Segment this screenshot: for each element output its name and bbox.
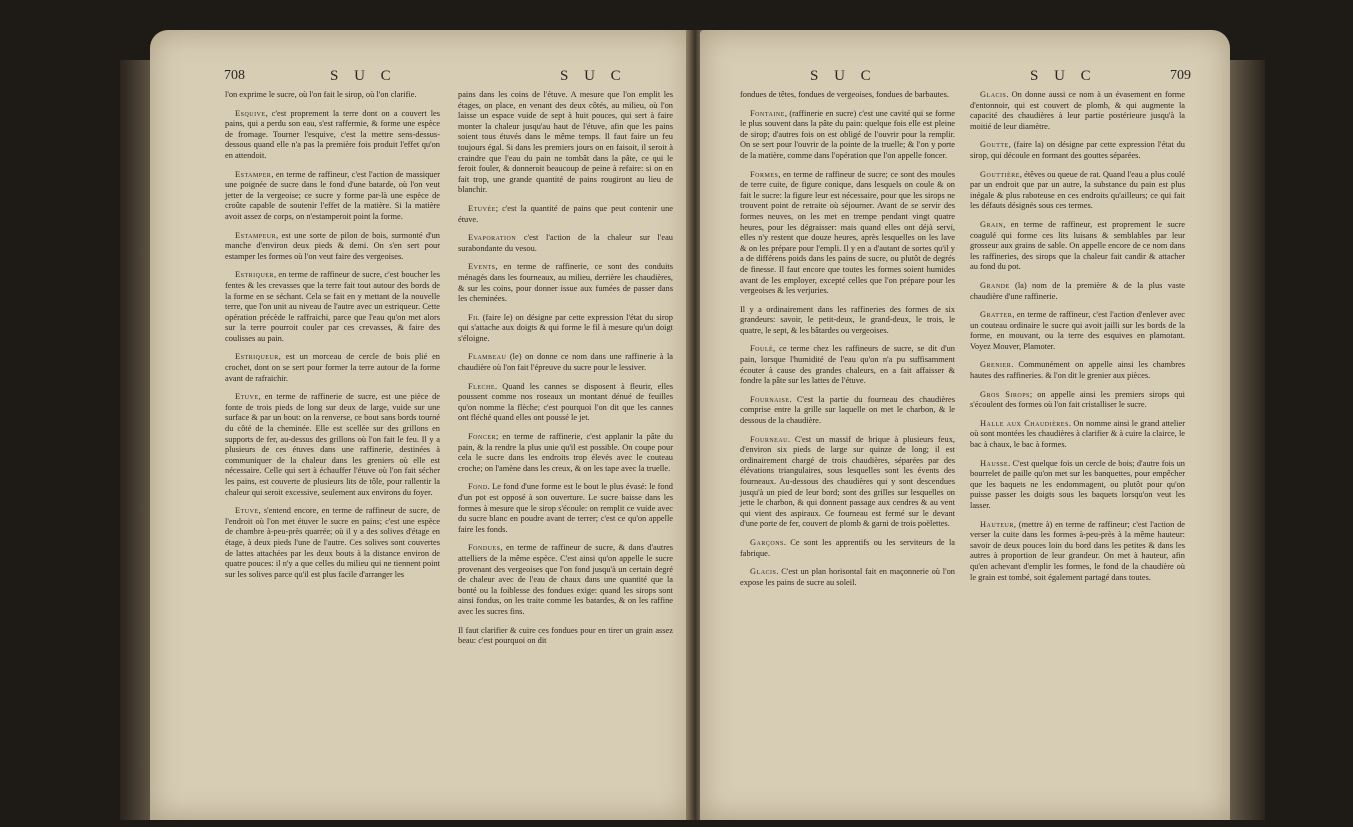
entry-headword: Estampeur <box>235 230 277 240</box>
entry-headword: Gratter <box>980 310 1013 320</box>
entry-headword: Grain <box>980 219 1004 229</box>
entry-text: . C'est la partie du fourneau des chaudières comprise entre la grille sur laquelle on met le charbon, & le dessous de la chaudière. <box>740 394 955 426</box>
entry-headword: Fond <box>468 482 488 492</box>
entry-headword: Foulé <box>750 344 774 354</box>
entry-text: , étêves ou queue de rat. Quand l'eau a plus coulé par un endroit que par un autre, la substance du pain est plus inégale & plus raboteuse en ces endroits qu'ailleurs; ce qui fait les défauts désignés sous ces termes. <box>970 169 1185 211</box>
entry-paragraph <box>225 506 440 580</box>
entry-text: , en terme de raffineur de sucre, & dans d'autres attelliers de la même espèce. C'est ainsi qu'on appelle le sucre provenant des vergeoises que l'on fond jusqu'à un certain degré de chaleur avec de l'eau de chaux dans une quantité que la bonté ou la foiblesse des fondues exige: quand les sirops sont ainsi fondus, on les traite comme les batardes, & on les raffine avec les sucres fins. <box>458 543 673 616</box>
right-column-2 <box>970 90 1185 591</box>
entry-headword: Glacis <box>980 90 1007 99</box>
entry-headword: Fontaine <box>750 108 785 118</box>
entry-text: , en terme de raffineur, c'est l'action d'enlever avec un couteau ordinaire le sucre qui avoit jailli sur les bords de la forme, en mouvant, ou la terre des esquives en plamotant. Voyez Mouver, Plamoter. <box>970 310 1185 351</box>
running-head-left-2: S U C <box>560 68 627 84</box>
entry-paragraph <box>740 567 955 588</box>
entry-text: , en terme de raffineur, c'est l'action de massiquer une poignée de sucre dans le fond d'une batarde, où l'on veut jetter de la vergeoise; ce sucre y forme par-là une espèce de croûte capable de soutenir l'effet de la matière. Si la matière avoit assez de corps, on n'estamperoit point la forme. <box>225 169 440 221</box>
entry-headword: Esquive <box>235 108 266 118</box>
entry-headword: Formes <box>750 169 779 179</box>
entry-text: . Ce sont les apprentifs ou les serviteurs de la fabrique. <box>740 537 955 558</box>
entry-paragraph <box>458 432 673 474</box>
entry-paragraph <box>740 395 955 427</box>
entry-text: , est un morceau de cercle de bois plié en crochet, dont on se sert pour former la terre autour de la forme avant de rafraichir. <box>225 352 440 383</box>
open-book <box>150 30 1230 820</box>
entry-headword: Grenier <box>980 360 1012 370</box>
entry-paragraph <box>970 390 1185 411</box>
entry-paragraph <box>740 344 955 386</box>
entry-paragraph <box>970 360 1185 381</box>
entry-text: Il y a ordinairement dans les raffineries des formes de six grandeurs: savoir, le petit-deux, le grand-deux, le trois, le quatre, le sept, & les bâtardes ou vergeoises. <box>740 304 955 335</box>
entry-text: , en terme de raffineur, est proprement le sucre coagulé qui forme ces lits luisans & semblables par leur grosseur aux grains de sable. On appelle encore de ce nom dans les raffineries, des sirops que la chaleur fait candir & attacher au fond du pot. <box>970 219 1185 272</box>
entry-text: , c'est proprement la terre dont on a couvert les pains, qui a perdu son eau, s'est raffermie, & forme une espèce de fromage. Tourner l'esquive, c'est la mettre sens-dessus-dessous quand elle n'a pas la première fois produit l'effet qu'on en attendoit. <box>225 108 440 160</box>
entry-paragraph <box>970 90 1185 132</box>
entry-headword: Gros Sirops <box>980 389 1030 399</box>
right-column-1 <box>740 90 955 596</box>
entry-text: (la) nom de la première & de la plus vaste chaudière d'une raffinerie. <box>970 280 1185 301</box>
entry-text: fondues de têtes, fondues de vergeoises, fondues de barbautes. <box>740 90 949 99</box>
entry-text: , est une sorte de pilon de bois, surmonté d'un manche d'environ deux pieds & demi. On s'en sert pour estamper les formes où l'on veut faire des vergeoises. <box>225 230 440 261</box>
entry-text: , (mettre à) en terme de raffineur; c'est l'action de verser la cuite dans les formes à-peu-près à la même hauteur: savoir de deux pouces loin du bord dans les petites & dans les autres à proportion de leur grandeur. On met à hauteur, afin qu'en achevant d'emplir les formes, le fond de la chaudière où le grain est tombé, soit également partagé dans toutes. <box>970 519 1185 582</box>
entry-text: , en terme de raffineur de sucre, c'est boucher les fentes & les crevasses que la terre fait tout autour des bords de la forme en se séchant. Cela se fait en y mettant de la nouvelle terre, que l'on unit au niveau de l'autre avec un estriqueur. Cette opération précède le raffraichi, parce que l'eau qu'on met alors sur la terre pourroit couler par ces crevasses, & faire des coulisses au pain. <box>225 270 440 343</box>
entry-text: Il faut clarifier & cuire ces fondues pour en tirer un grain assez beau: c'est pourquoi on dit <box>458 625 673 646</box>
entry-headword: Estriqueur <box>235 352 279 362</box>
entry-paragraph <box>458 482 673 535</box>
entry-text: , s'entend encore, en terme de raffineur de sucre, de l'endroit où l'on met étuver le sucre en pains; c'est une espèce de chambre à-peu-près quarrée; où il y a des solives d'étage en étage, à deux pieds l'une de l'autre. Ces solives sont couvertes de lattes attachées par les deux bouts à la distance environ de quatre pouces: il n'y a que celles du milieu qui ne tiennent point sur les solives parce qu'il est plus facile d'arranger les <box>225 506 440 579</box>
entry-paragraph <box>225 90 440 101</box>
entry-headword: Fleche <box>468 381 495 391</box>
entry-paragraph <box>458 626 673 647</box>
entry-headword: Etuve <box>235 392 259 402</box>
entry-headword: Fil <box>468 312 480 322</box>
entry-headword: Etuve <box>235 506 259 516</box>
entry-paragraph <box>458 90 673 196</box>
running-head-right-2: S U C <box>1030 68 1097 84</box>
entry-text: ; on appelle ainsi les premiers sirops qui s'écoulent des formes où l'on fait cristalliser le sucre. <box>970 389 1186 410</box>
entry-headword: Foncer <box>468 432 496 442</box>
page-number-left: 708 <box>224 68 245 83</box>
entry-text: , en terme de raffineur de sucre; ce sont des moules de terre cuite, de figure conique, dans lesquels on coule & on fait le sucre: la figure leur est nécessaire, pour que les sirops ne trouvent point de retraite où séjourner. Avant de se servir des formes neuves, on les met en trempe pendant vingt quatre heures, pour les dégraisser: mais quand elles ont déjà servi, elles n'y restent que douze heures, après lesquelles on les lave & on les prépare pour l'empli. Il y en a d'autant de sortes qu'il y a de différens poids dans les pains de sucre, ou plutôt de degrés de finesse. Il faut encore que toutes les formes soient humides avant de les employer, excepté celles que l'on prépare pour les vergeoises & les verjuries. <box>740 169 955 296</box>
entry-text: . C'est quelque fois un cercle de bois; d'autre fois un bourrelet de paille qu'on met sur les banquettes, pour empêcher que les baquets ne les endommagent, ou plutôt pour qu'on puisse passer les doigts sous les baquets lorsqu'on veut les lasser. <box>970 458 1185 510</box>
entry-paragraph <box>970 419 1185 451</box>
left-column-1 <box>225 90 440 588</box>
entry-paragraph <box>970 170 1185 212</box>
entry-paragraph <box>225 352 440 384</box>
entry-paragraph <box>225 109 440 162</box>
entry-paragraph <box>225 392 440 498</box>
entry-text: . C'est un massif de brique à plusieurs feux, d'environ six pieds de large sur quinze de long; il est ordinairement chargé de trois chaudières, séparées par des élévations triangulaires, sous lesquelles sont les évents des fourneaux. Au-dessous des chaudières qui y sont descendues jusqu'à un pied de leur bord; sont des grilles sur lesquelles on jette le charbon, & qui donnent passage aux cendres & au vent qui vient des aspiraux. Ce fourneau est fermé sur le devant d'une porte de fer, couvert de plomb & garni de trois poëlettes. <box>740 434 955 529</box>
entry-headword: Estamper <box>235 169 272 179</box>
entry-text: , (faire la) on désigne par cette expression l'état du sirop, qui découle en formant des gouttes séparées. <box>970 140 1185 160</box>
entry-paragraph <box>970 140 1185 161</box>
book-edge-right <box>1225 60 1265 820</box>
entry-headword: Gouttière <box>980 169 1020 179</box>
entry-text: , en terme de raffinerie, ce sont des conduits ménagés dans les fourneaux, au milieu, derrière les chaudières, & sur les coins, pour donner issue aux fumées de passer dans les cheminées. <box>458 262 673 304</box>
entry-paragraph <box>970 281 1185 302</box>
entry-text: (le) on donne ce nom dans une raffinerie à la chaudière où l'on fait l'épreuve du sucre pour le lessiver. <box>458 352 673 373</box>
entry-text: , (raffinerie en sucre) c'est une cavité qui se forme le plus souvent dans la pâte du pain: quelque fois elle est pleine de sirop; d'autres fois on est obligé de l'ouvrir pour la remplir. On se sert pour l'ouvrir de la pointe de la truelle; & l'on y porte de la matière, comme dans l'opération que l'on appelle foncer. <box>740 108 955 160</box>
entry-paragraph <box>740 90 955 101</box>
entry-headword: Hauteur <box>980 519 1014 529</box>
entry-headword: Hausse <box>980 458 1009 468</box>
entry-paragraph <box>458 352 673 373</box>
entry-paragraph <box>740 435 955 530</box>
right-page <box>700 30 1230 820</box>
left-column-2 <box>458 90 673 655</box>
entry-headword: Glacis <box>750 567 777 577</box>
entry-paragraph <box>225 270 440 344</box>
entry-headword: Grande <box>980 280 1010 290</box>
entry-paragraph <box>970 310 1185 352</box>
entry-paragraph <box>458 262 673 304</box>
entry-headword: Events <box>468 262 496 272</box>
entry-text: . C'est un plan horisontal fait en maçonnerie où l'on expose les pains de sucre au soleil. <box>740 567 955 587</box>
running-head-left-1: S U C <box>330 68 397 84</box>
entry-paragraph <box>225 170 440 223</box>
entry-text: . Quand les cannes se disposent à fleurir, elles poussent comme nos roseaux un montant dénué de feuilles qu'on nomme la flèche; c'est pourquoi l'on dit que les cannes ont fléché quand elles ont poussé le jet. <box>458 381 673 423</box>
entry-paragraph <box>458 543 673 617</box>
entry-text: , ce terme chez les raffineurs de sucre, se dit d'un pain, lorsque l'humidité de l'eau qu'on n'a pu suffisamment écouter à cause des grandes chaleurs, en a fait affaisser & fondre la pâte sur les lattes de l'étuve. <box>740 344 955 386</box>
left-page <box>150 30 690 820</box>
entry-paragraph <box>740 538 955 559</box>
entry-headword: Halle aux Chaudières <box>980 418 1069 428</box>
entry-text: . Communément on appelle ainsi les chambres hautes des raffineries. & l'on dit le grenier aux pièces. <box>970 360 1185 381</box>
entry-text: ; en terme de raffinerie, c'est applanir la pâte du pain, & la rendre la plus unie qu'il est possible. On coupe pour cela le sucre dans les endroits trop élevés avec le couteau croche; on l'amène dans les creux, & on les tape avec la truelle. <box>458 432 673 473</box>
entry-paragraph <box>970 520 1185 584</box>
entry-paragraph <box>225 231 440 263</box>
entry-text: ; c'est la quantité de pains que peut contenir une étuve. <box>458 203 673 224</box>
entry-text: . On donne aussi ce nom à un évasement en forme d'entonnoir, qui est couvert de plomb, & qui augmente la capacité des chaudières à leur partie postérieure jusqu'à la moitié de leur diamètre. <box>970 90 1185 131</box>
entry-headword: Evaporation <box>468 233 517 243</box>
entry-paragraph <box>970 459 1185 512</box>
entry-paragraph <box>740 305 955 337</box>
entry-text: c'est l'action de la chaleur sur l'eau surabondante du vesou. <box>458 233 673 253</box>
page-number-right: 709 <box>1170 68 1191 83</box>
entry-paragraph <box>458 382 673 424</box>
entry-paragraph <box>740 109 955 162</box>
entry-headword: Garçons <box>750 537 784 547</box>
entry-paragraph <box>458 233 673 254</box>
entry-headword: Flambeau <box>468 352 507 362</box>
entry-headword: Goutte <box>980 140 1009 150</box>
entry-text: . On nomme ainsi le grand attelier où sont montées les chaudières à clarifier & à cuire la clairce, le bac à chaux, le bac à formes. <box>970 418 1185 450</box>
entry-headword: Fondues <box>468 543 501 553</box>
entry-paragraph <box>970 220 1185 273</box>
entry-paragraph <box>458 204 673 225</box>
entry-text: . Le fond d'une forme est le bout le plus évasé: le fond d'un pot est opposé à son ouverture. Le sucre baisse dans les formes à mesure que le sirop s'écoule: on remplit ce vuide avec du sucre blanc en poudre avant de terrer; c'est ce qu'on appelle faire les fonds. <box>458 482 673 534</box>
entry-headword: Fournaise <box>750 394 790 404</box>
entry-paragraph <box>458 313 673 345</box>
entry-paragraph <box>740 170 955 297</box>
entry-headword: Estriquer <box>235 270 274 280</box>
entry-text: l'on exprime le sucre, où l'on fait le sirop, où l'on clarifie. <box>225 90 417 99</box>
entry-headword: Fourneau <box>750 434 788 444</box>
entry-text: pains dans les coins de l'étuve. A mesure que l'on emplit les étages, on place, en venant des deux côtés, au milieu, où l'on laisse un espace vuide de sept à huit pouces, qui sert à faire monter la chaleur jusqu'au haut de l'étuve, afin que les pains soient tous étuvés dans le même temps. Il faut faire un feu toujours égal. Si dans les premiers jours on en faisoit, il seroit à craindre que l'eau du pain ne tombât dans la pâte, ce qui le feroit fouler, & donneroit beaucoup de peine à refaire: si on en fait trop, une grande quantité de pains rougiront au lieu de blanchir. <box>458 90 673 195</box>
entry-text: (faire le) on désigne par cette expression l'état du sirop qui s'attache aux doigts & qui forme le fil à mesure qu'un doigt s'éloigne. <box>458 312 673 343</box>
running-head-right-1: S U C <box>810 68 877 84</box>
entry-headword: Etuvée <box>468 203 496 213</box>
entry-text: , en terme de raffinerie de sucre, est une pièce de fonte de trois pieds de long sur deux de large, vuide sur une surface & par un bout: on la renverse, ce bout sans bords tourné du côté de la cheminée. Elle est scellée sur des grillons en supports de fer, au-dessus des grillons où l'on fait le feu. Il y a plusieurs de ces étuves dans une raffinerie, destinées à communiquer de la chaleur dans les greniers où elle est nécessaire. Celle qui sert à échauffer l'étuve où l'on fait sécher les pains, est couverte de plusieurs lits de tôle, pour rallentir la chaleur qui seroit excessive, seulement aux environs du foyer. <box>225 392 440 497</box>
